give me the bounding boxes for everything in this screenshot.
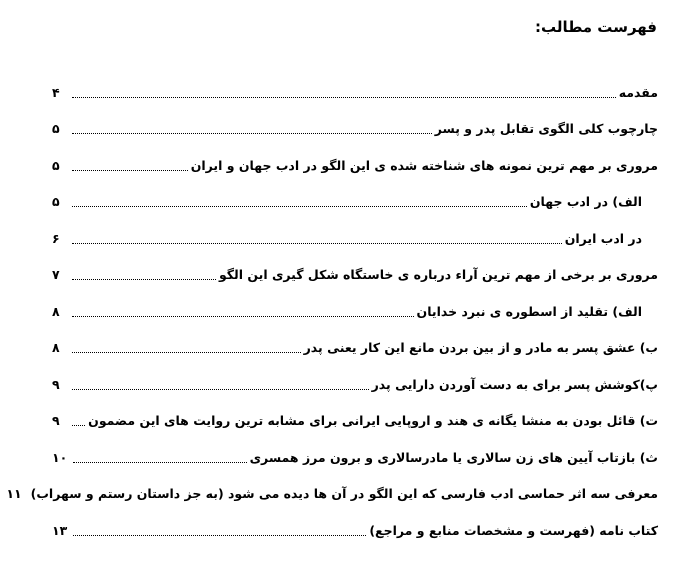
toc-page-number: ۹ [52,376,60,392]
toc-leader-dots [72,97,616,98]
toc-leader-dots [72,170,188,171]
toc-entry-title: مروری بر مهم ترین نمونه های شناخته شده ی این الگو در ادب جهان و ایران [190,157,658,173]
toc-page-number: ۴ [52,84,60,100]
toc-page-number: ۹ [52,413,60,428]
toc-line [52,340,658,356]
toc-line [52,231,642,247]
toc-entry[interactable] [52,372,658,409]
toc-line [52,267,658,283]
toc-page-number: ۵ [52,157,60,173]
toc-entry[interactable] [52,190,658,227]
toc-page-number: ۱۱ [6,486,22,501]
toc-entry[interactable] [52,445,658,482]
toc-line [6,486,658,502]
toc-entry-title: چارچوب کلی الگوی تقابل پدر و پسر [434,121,658,136]
toc-entry-title: مقدمه [618,84,658,100]
toc-page-number: ۷ [52,267,60,282]
toc-leader-dots [72,425,85,426]
toc-leader-dots [73,535,366,536]
toc-page-number: ۸ [52,303,60,319]
toc-entry-title: مروری بر برخی از مهم ترین آراء درباره ی خاستگاه شکل گیری این الگو [218,267,658,282]
toc-entry[interactable] [52,299,658,336]
toc-entry[interactable] [52,409,658,446]
toc-title: فهرست مطالب: [535,18,657,36]
toc-page-number: ۸ [52,340,60,355]
toc-page-number: ۶ [52,230,60,246]
toc-entry-title: الف) تقلید از اسطوره ی نبرد خدایان [416,303,642,319]
toc-entry[interactable] [52,518,658,555]
toc-leader-dots [72,352,301,353]
toc-leader-dots [72,206,527,207]
toc-line [52,121,658,137]
toc-line [52,158,658,174]
toc-entry[interactable] [52,263,658,300]
toc-line [52,377,658,393]
toc-line [52,413,658,429]
toc-page-number: ۱۰ [52,449,68,465]
toc-entry-title: معرفی سه اثر حماسی ادب فارسی که این الگو در آن ها دیده می شود (به جز داستان رستم و سهراب) [30,486,658,501]
toc-leader-dots [72,389,369,390]
toc-entry[interactable] [52,153,658,190]
toc-entry[interactable] [52,226,658,263]
toc-entry-title: در ادب ایران [564,230,642,246]
toc-entry-title: الف) در ادب جهان [529,194,642,209]
toc-line [52,450,658,466]
toc-entry-title: ث) بازتاب آیین های زن سالاری یا مادرسالاری و برون مرز همسری [249,449,658,465]
toc-line [52,194,642,210]
toc-entry[interactable] [6,482,658,519]
toc-entry-title: ت) قائل بودن به منشا یگانه ی هند و اروپایی ایرانی برای مشابه ترین روایت های این مضمون [88,413,658,428]
toc-line [52,304,642,320]
toc-entry-title: کتاب نامه (فهرست و مشخصات منابع و مراجع) [369,522,658,538]
toc-entry[interactable] [52,80,658,117]
toc-leader-dots [72,279,216,280]
toc-leader-dots [73,462,246,463]
toc-list [6,80,658,555]
toc-leader-dots [72,243,562,244]
toc-entry-title: ب) عشق پسر به مادر و از بین بردن مانع این کار یعنی پدر [303,340,658,355]
toc-entry-title: پ)کوشش پسر برای به دست آوردن دارایی پدر [371,376,658,392]
toc-entry[interactable] [52,336,658,373]
toc-leader-dots [72,316,414,317]
toc-line [52,85,658,101]
toc-page-number: ۵ [52,121,60,136]
toc-line [52,523,658,539]
toc-leader-dots [72,133,432,134]
toc-entry[interactable] [52,117,658,154]
toc-page-number: ۱۳ [52,522,68,538]
toc-page-number: ۵ [52,194,60,209]
